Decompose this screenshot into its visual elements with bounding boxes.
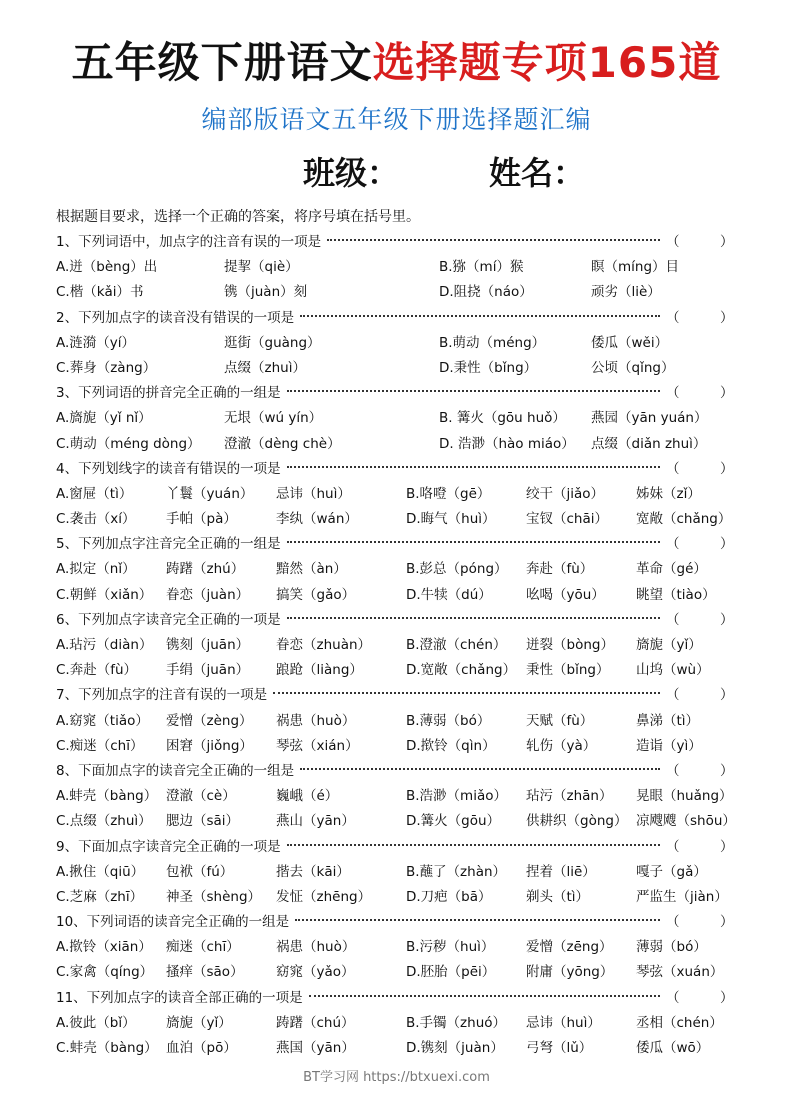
- option-row: [56, 709, 746, 734]
- question-text: 11、下列加点字的读音全部正确的一项是: [56, 989, 303, 1006]
- option-item: B.薄弱（bó）: [406, 712, 491, 729]
- leader-dots: [287, 616, 660, 619]
- question-text: 4、下列划线字的读音有错误的一项是: [56, 460, 281, 477]
- option-item: 倭瓜（wō）: [636, 1040, 710, 1056]
- answer-blank: （ ）: [666, 762, 734, 779]
- question-row: [56, 306, 746, 331]
- leader-dots: [287, 389, 660, 392]
- option-item: 丫鬟（yuán）: [166, 485, 254, 502]
- option-item: B.浩渺（miǎo）: [406, 788, 507, 805]
- option-item: 山坞（wù）: [636, 662, 710, 679]
- instruction-text: 根据题目要求，选择一个正确的答案，将序号填在括号里。: [56, 209, 420, 225]
- option-item: 巍峨（é）: [276, 788, 339, 805]
- class-label: 班级：: [303, 154, 400, 192]
- option-item: B.蘸了（zhàn）: [406, 863, 507, 880]
- option-item: D.宽敞（chǎng）: [406, 662, 517, 679]
- option-item: C.朝鲜（xiǎn）: [56, 586, 153, 603]
- option-item: 镌（juàn）刻: [224, 284, 308, 301]
- answer-blank: （ ）: [666, 687, 734, 704]
- question-text: 3、下列词语的拼音完全正确的一组是: [56, 385, 281, 402]
- option-item: 忌讳（huì）: [276, 485, 351, 502]
- answer-blank: （ ）: [666, 234, 734, 250]
- option-item: D.晦气（huì）: [406, 511, 496, 528]
- answer-blank: （ ）: [666, 460, 734, 477]
- option-item: C.萌动（méng dòng）: [56, 435, 201, 452]
- leader-dots: [300, 314, 660, 317]
- option-row: [56, 1011, 746, 1036]
- option-item: C.痴迷（chī）: [56, 737, 144, 754]
- question-row: [56, 230, 746, 255]
- option-item: 包袱（fú）: [166, 863, 234, 880]
- option-item: B.萌动（méng）: [439, 334, 546, 351]
- option-item: 爱憎（zèng）: [166, 712, 253, 729]
- option-item: 吆喝（yōu）: [526, 586, 605, 603]
- question-row: [56, 759, 746, 784]
- option-row: [56, 633, 746, 658]
- option-item: 琴弦（xián）: [276, 737, 359, 754]
- option-row: [56, 331, 746, 356]
- option-item: 鼻涕（tì）: [636, 712, 700, 729]
- option-item: 点缀（zhuì）: [224, 359, 306, 376]
- option-item: C.家禽（qíng）: [56, 964, 154, 981]
- option-row: [56, 860, 746, 885]
- option-row: [56, 557, 746, 582]
- option-item: 捏着（liē）: [526, 863, 596, 880]
- option-item: B.猕（mí）猴: [439, 259, 524, 276]
- option-item: 弓弩（lǔ）: [526, 1040, 593, 1056]
- option-row: [56, 583, 746, 608]
- answer-blank: （ ）: [666, 309, 734, 326]
- option-item: B.澄澈（chén）: [406, 637, 507, 653]
- option-item: 血泊（pō）: [166, 1040, 237, 1056]
- answer-blank: （ ）: [666, 536, 734, 553]
- option-item: 倭瓜（wěi）: [591, 334, 669, 351]
- option-item: A.迸（bèng）出: [56, 259, 158, 276]
- question-text: 2、下列加点字的读音没有错误的一项是: [56, 309, 295, 326]
- option-row: [56, 784, 746, 809]
- option-item: D.秉性（bǐng）: [439, 359, 538, 376]
- option-item: 祸患（huò）: [276, 712, 356, 729]
- page-title: [0, 30, 793, 90]
- option-item: A.拟定（nǐ）: [56, 561, 136, 578]
- option-item: A.彼此（bǐ）: [56, 1014, 136, 1031]
- option-item: 李纨（wán）: [276, 511, 358, 528]
- question-text: 9、下面加点字读音完全正确的一项是: [56, 838, 281, 855]
- option-item: 旖旎（yǐ）: [636, 637, 702, 653]
- option-item: 公顷（qǐng）: [591, 359, 675, 376]
- option-item: 黯然（àn）: [276, 561, 347, 578]
- option-item: B.手镯（zhuó）: [406, 1014, 507, 1031]
- title-part-black: 五年级下册语文: [71, 38, 373, 87]
- option-item: 燕山（yān）: [276, 813, 355, 830]
- option-item: B.咯噔（gē）: [406, 485, 491, 502]
- option-item: 腮边（sāi）: [166, 813, 240, 830]
- option-item: 眷恋（zhuàn）: [276, 637, 372, 653]
- option-item: 搔痒（sāo）: [166, 964, 244, 981]
- option-item: C.芝麻（zhī）: [56, 888, 144, 905]
- option-item: 燕园（yān yuán）: [591, 410, 708, 427]
- option-item: 造诣（yì）: [636, 737, 702, 754]
- option-item: D.牛犊（dú）: [406, 586, 492, 603]
- option-item: 轧伤（yà）: [526, 737, 597, 754]
- question-row: [56, 910, 746, 935]
- option-item: A.窗屉（tì）: [56, 485, 133, 502]
- option-item: 搞笑（gǎo）: [276, 586, 356, 603]
- option-item: 困窘（jiǒng）: [166, 737, 253, 754]
- question-list: [56, 230, 746, 1061]
- option-item: 附庸（yōng）: [526, 964, 614, 981]
- option-item: D.揿铃（qìn）: [406, 737, 496, 754]
- leader-dots: [287, 540, 660, 543]
- option-item: 逛街（guàng）: [224, 334, 321, 351]
- option-item: 无垠（wú yín）: [224, 410, 323, 427]
- question-text: 7、下列加点字的注音有误的一项是: [56, 687, 268, 704]
- option-item: A.揿铃（xiān）: [56, 939, 152, 956]
- question-text: 10、下列词语的读音完全正确的一组是: [56, 914, 290, 931]
- option-row: [56, 255, 746, 280]
- option-item: 革命（gé）: [636, 561, 707, 578]
- question-text: 5、下列加点字注音完全正确的一组是: [56, 536, 281, 553]
- answer-blank: （ ）: [666, 611, 734, 628]
- option-item: 姊妹（zǐ）: [636, 485, 701, 502]
- question-text: 6、下列加点字读音完全正确的一项是: [56, 611, 281, 628]
- option-item: C.楷（kǎi）书: [56, 284, 144, 301]
- option-item: 迸裂（bòng）: [526, 637, 614, 653]
- option-item: A.涟漪（yí）: [56, 334, 136, 351]
- option-item: 澄澈（dèng chè）: [224, 435, 341, 452]
- option-item: 踉跄（liàng）: [276, 662, 363, 679]
- option-item: 晃眼（huǎng）: [636, 788, 733, 805]
- leader-dots: [287, 465, 660, 468]
- option-item: 供耕织（gòng）: [526, 813, 628, 830]
- option-item: A.旖旎（yǐ nǐ）: [56, 410, 152, 427]
- option-row: [56, 406, 746, 431]
- option-item: C.点缀（zhuì）: [56, 813, 152, 830]
- option-item: D.阻挠（náo）: [439, 284, 533, 301]
- option-row: [56, 356, 746, 381]
- option-row: [56, 809, 746, 834]
- option-item: 玷污（zhān）: [526, 788, 613, 805]
- option-item: 丞相（chén）: [636, 1014, 723, 1031]
- question-row: [56, 457, 746, 482]
- option-item: A.窈窕（tiǎo）: [56, 712, 149, 729]
- option-item: 神圣（shèng）: [166, 888, 262, 905]
- option-item: 踌躇（chú）: [276, 1014, 355, 1031]
- option-row: [56, 885, 746, 910]
- option-item: 天赋（fù）: [526, 712, 594, 729]
- option-item: 手帕（pà）: [166, 511, 237, 528]
- option-item: 燕国（yān）: [276, 1040, 355, 1056]
- option-item: 眺望（tiào）: [636, 586, 716, 603]
- option-row: [56, 734, 746, 759]
- option-item: C.蚌壳（bàng）: [56, 1040, 158, 1056]
- option-row: [56, 658, 746, 683]
- leader-dots: [309, 994, 660, 997]
- answer-blank: （ ）: [666, 838, 734, 855]
- option-item: 剃头（tì）: [526, 888, 590, 905]
- option-item: 顽劣（liè）: [591, 284, 661, 301]
- leader-dots: [295, 918, 660, 921]
- option-item: 宝钗（chāi）: [526, 511, 609, 528]
- option-item: 爱憎（zēng）: [526, 939, 613, 956]
- option-item: 祸患（huò）: [276, 939, 356, 956]
- option-item: C.奔赴（fù）: [56, 662, 138, 679]
- option-item: 宽敞（chǎng）: [636, 511, 732, 528]
- option-row: [56, 935, 746, 960]
- question-row: [56, 608, 746, 633]
- question-row: [56, 835, 746, 860]
- option-item: 绞干（jiǎo）: [526, 485, 605, 502]
- option-row: [56, 432, 746, 457]
- option-item: 踌躇（zhú）: [166, 561, 245, 578]
- option-item: B.污秽（huì）: [406, 939, 495, 956]
- answer-blank: （ ）: [666, 385, 734, 402]
- option-item: A.揪住（qiū）: [56, 863, 145, 880]
- option-item: D.篝火（gōu）: [406, 813, 501, 830]
- option-item: 忌讳（huì）: [526, 1014, 601, 1031]
- option-item: 薄弱（bó）: [636, 939, 707, 956]
- option-item: 窈窕（yǎo）: [276, 964, 355, 981]
- option-item: 发怔（zhēng）: [276, 888, 372, 905]
- option-row: [56, 507, 746, 532]
- option-item: 痴迷（chī）: [166, 939, 240, 956]
- option-item: C.袭击（xí）: [56, 511, 136, 528]
- option-item: 镌刻（juān）: [166, 637, 250, 653]
- question-row: [56, 532, 746, 557]
- question-row: [56, 986, 746, 1011]
- option-item: 手绢（juān）: [166, 662, 250, 679]
- name-label: 姓名：: [489, 154, 586, 192]
- leader-dots: [300, 767, 660, 770]
- question-text: 1、下列词语中，加点字的注音有误的一项是: [56, 234, 322, 250]
- question-row: [56, 683, 746, 708]
- page-subtitle: 编部版语文五年级下册选择题汇编: [201, 105, 592, 134]
- option-item: D. 浩渺（hào miáo）: [439, 435, 575, 452]
- option-item: D.镌刻（juàn）: [406, 1040, 504, 1056]
- option-item: B. 篝火（gōu huǒ）: [439, 410, 566, 427]
- option-item: 嘎子（gǎ）: [636, 863, 707, 880]
- leader-dots: [273, 691, 660, 694]
- option-item: 提挈（qiè）: [224, 259, 299, 276]
- footer-watermark: BT学习网 https://btxuexi.com: [303, 1070, 490, 1085]
- question-row: [56, 381, 746, 406]
- leader-dots: [327, 238, 660, 241]
- option-item: 旖旎（yǐ）: [166, 1014, 232, 1031]
- option-item: C.葬身（zàng）: [56, 359, 157, 376]
- option-item: D.胚胎（pēi）: [406, 964, 496, 981]
- option-item: 眷恋（juàn）: [166, 586, 250, 603]
- leader-dots: [287, 843, 660, 846]
- option-row: [56, 1036, 746, 1061]
- option-item: A.蚌壳（bàng）: [56, 788, 158, 805]
- option-row: [56, 280, 746, 305]
- option-item: A.玷污（diàn）: [56, 637, 153, 653]
- option-item: 秉性（bǐng）: [526, 662, 610, 679]
- option-item: B.彭总（póng）: [406, 561, 508, 578]
- option-item: 奔赴（fù）: [526, 561, 594, 578]
- option-item: 瞑（míng）目: [591, 259, 680, 276]
- option-item: 琴弦（xuán）: [636, 964, 724, 981]
- question-text: 8、下面加点字的读音完全正确的一组是: [56, 762, 295, 779]
- option-row: [56, 482, 746, 507]
- option-row: [56, 960, 746, 985]
- answer-blank: （ ）: [666, 914, 734, 931]
- option-item: 揩去（kāi）: [276, 863, 350, 880]
- answer-blank: （ ）: [666, 989, 734, 1006]
- option-item: 澄澈（cè）: [166, 788, 236, 805]
- title-part-red: 选择题专项165道: [372, 38, 722, 87]
- option-item: D.刀疤（bā）: [406, 888, 492, 905]
- option-item: 点缀（diǎn zhuì）: [591, 435, 707, 452]
- option-item: 严监生（jiàn）: [636, 888, 728, 905]
- option-item: 凉飕飕（shōu）: [636, 813, 736, 830]
